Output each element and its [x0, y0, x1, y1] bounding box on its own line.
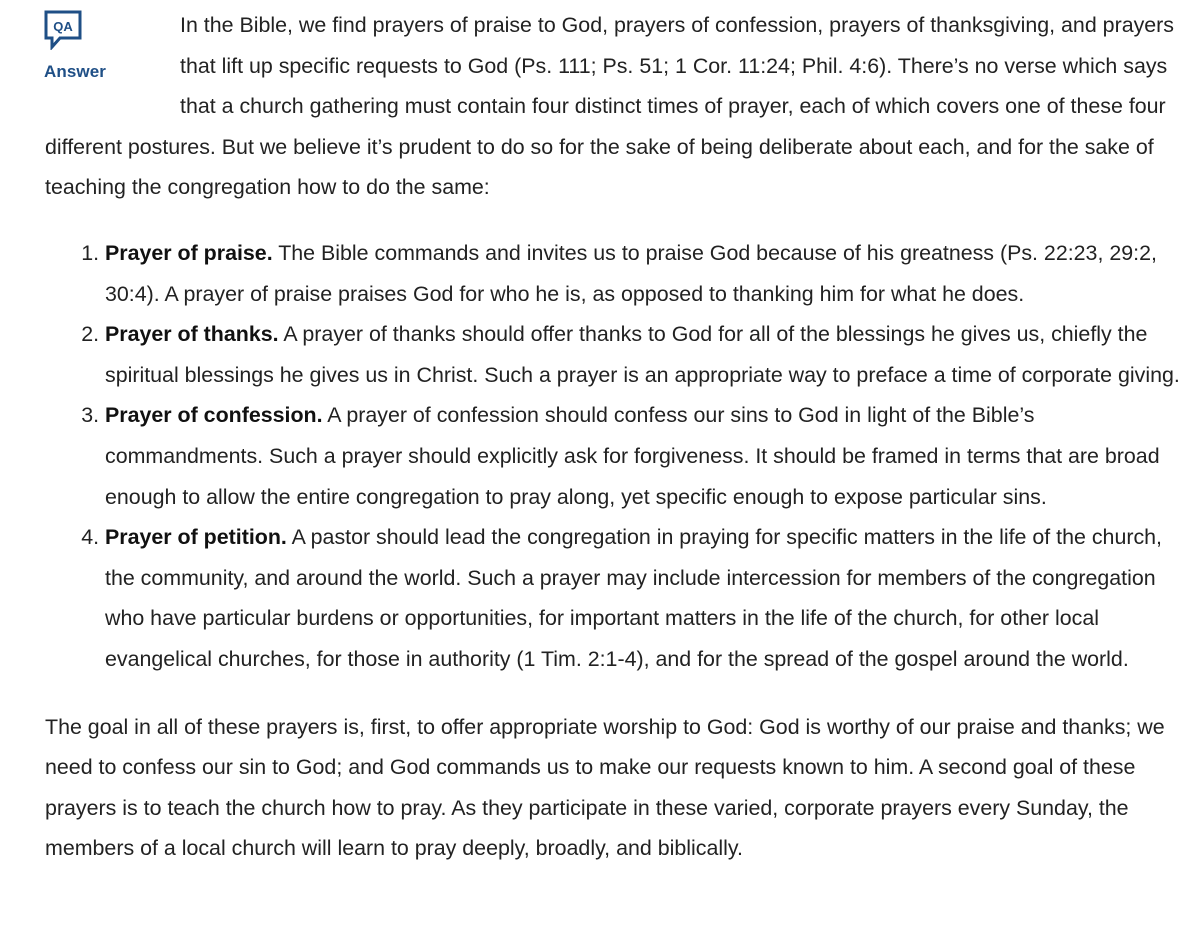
- qa-icon-text: QA: [53, 19, 73, 34]
- intro-paragraph: In the Bible, we find prayers of praise to God, prayers of confession, prayers of thanksgiving, and prayers that lift up specific requests to God (Ps. 111; Ps. 51; 1 Cor. 11:24; Phil. 4:6). There’s no verse which says that a church gathering must contain four distinct times of prayer, each of which covers one of these four different postures. But we believe it’s prudent to do so for the sake of being deliberate about each, and for the sake of teaching the congregation how to do the same:: [45, 13, 1174, 200]
- list-item-title: Prayer of petition.: [105, 525, 287, 550]
- list-item-title: Prayer of praise.: [105, 240, 273, 265]
- list-item: [105, 517, 1190, 679]
- list-item-text: A prayer of confession should confess our sins to God in light of the Bible’s commandments. Such a prayer should explicitly ask for forgiveness. It should be framed in terms that are broad enough to allow the entire congregation to pray along, yet specific enough to expose particular sins.: [105, 403, 1160, 509]
- list-item: [105, 314, 1190, 395]
- prayer-list: [45, 233, 1190, 680]
- answer-body: [45, 5, 1190, 869]
- closing-paragraph: The goal in all of these prayers is, first, to offer appropriate worship to God: God is worthy of our praise and thanks; we need to confess our sin to God; and God commands us to make our requests known to him. A second goal of these prayers is to teach the church how to pray. As they participate in these varied, corporate prayers every Sunday, the members of a local church will learn to pray deeply, broadly, and biblically.: [45, 714, 1165, 861]
- list-item: [105, 233, 1190, 314]
- list-item-text: A pastor should lead the congregation in praying for specific matters in the life of the church, the community, and around the world. Such a prayer may include intercession for members of the congregation who have particular burdens or opportunities, for important matters in the life of the church, for other local evangelical churches, for those in authority (1 Tim. 2:1-4), and for the spread of the gospel around the world.: [105, 525, 1163, 671]
- answer-label: Answer: [44, 62, 107, 81]
- list-item-text: The Bible commands and invites us to praise God because of his greatness (Ps. 22:23, 29:2, 30:4). A prayer of praise praises God for who he is, as opposed to thanking him for what he does.: [105, 240, 1157, 306]
- list-item-title: Prayer of thanks.: [105, 322, 279, 347]
- list-item-title: Prayer of confession.: [105, 403, 323, 428]
- list-item: [105, 395, 1190, 517]
- list-item-text: A prayer of thanks should offer thanks to God for all of the blessings he gives us, chiefly the spiritual blessings he gives us in Christ. Such a prayer is an appropriate way to preface a time of corporate giving.: [105, 322, 1180, 387]
